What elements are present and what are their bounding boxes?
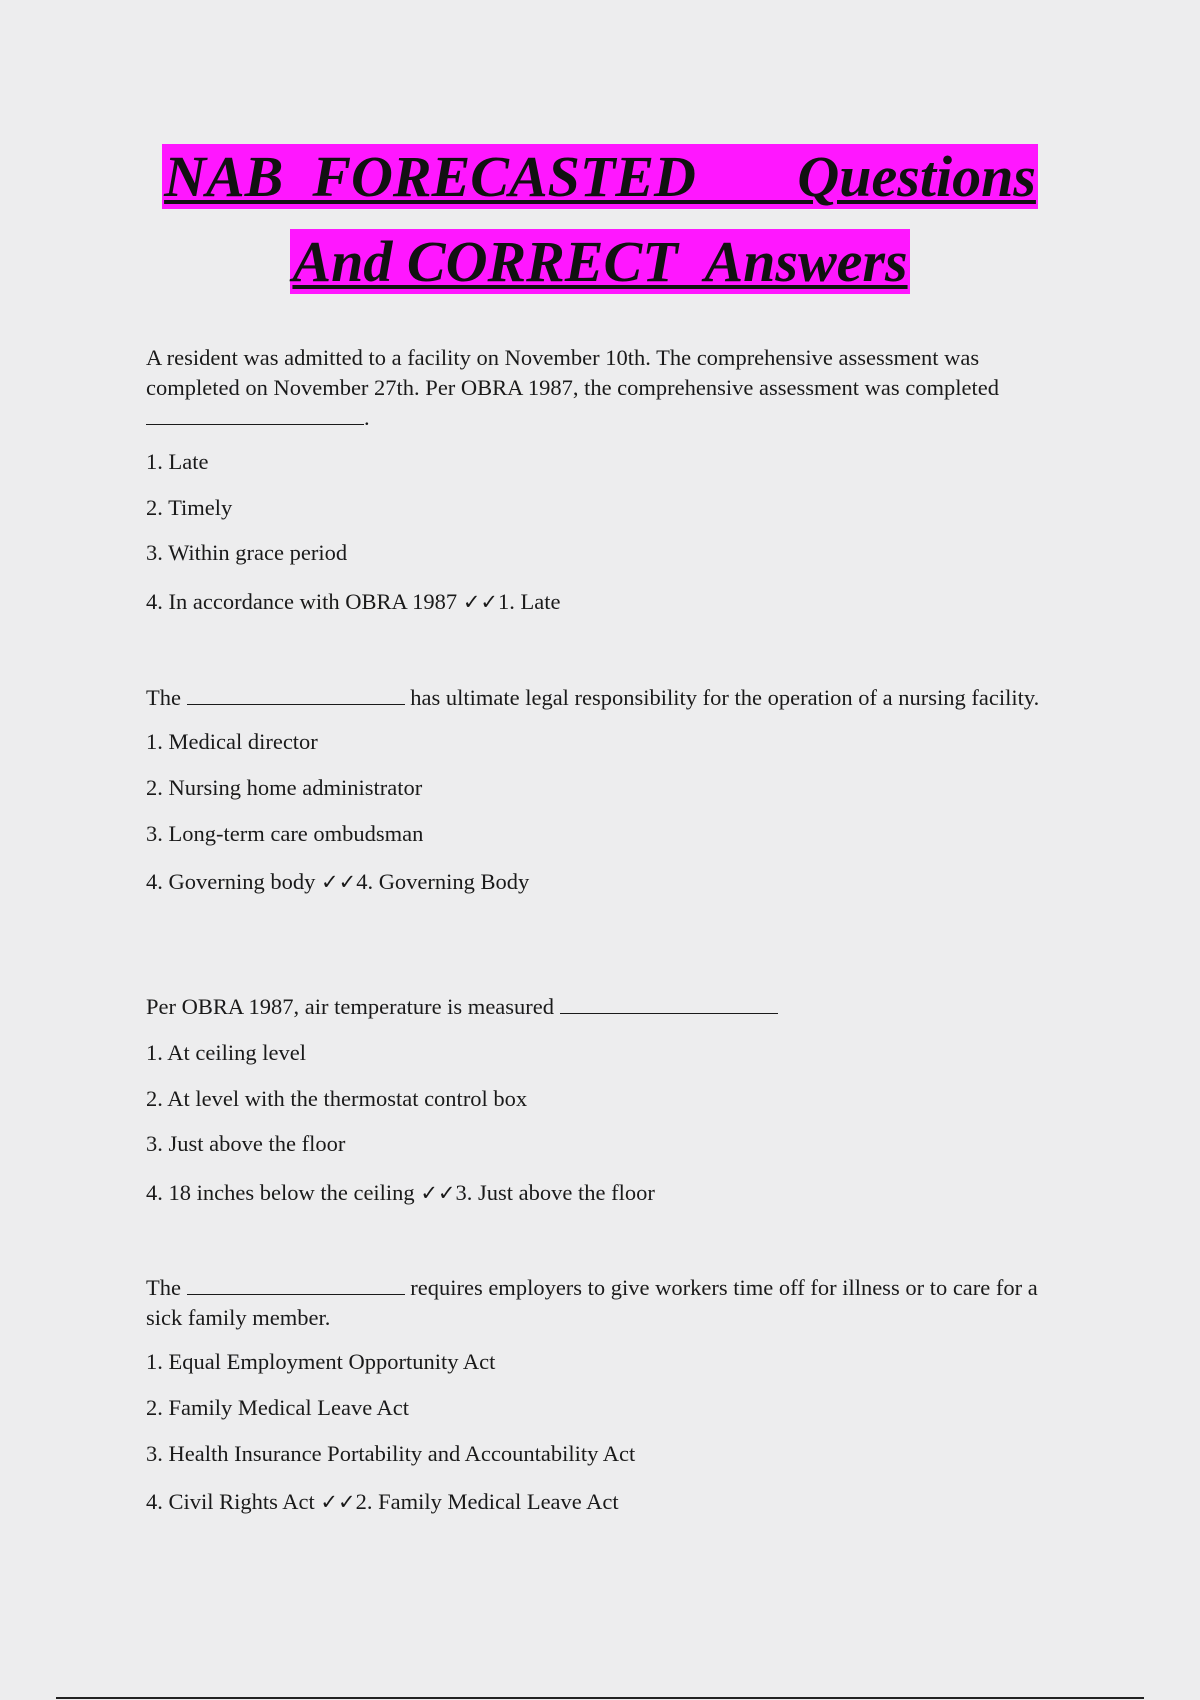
question-block-4: [146, 1273, 1051, 1517]
title-line-2: And CORRECT Answers: [292, 229, 908, 294]
option-4-with-answer: 4. In accordance with OBRA 1987 ✓✓1. Late: [146, 589, 561, 614]
question-text: The requires employers to give workers time off for illness or to care for a sick family member.: [146, 1275, 1038, 1330]
option-2: 2. Timely: [146, 495, 233, 520]
question-text: The has ultimate legal responsibility for the operation of a nursing facility.: [146, 685, 1040, 710]
answer-blank: [146, 404, 364, 425]
title-line-1: NAB FORECASTED Questions: [164, 144, 1036, 209]
correct-answer: 3. Just above the floor: [455, 1180, 655, 1205]
option-3: 3. Health Insurance Portability and Accountability Act: [146, 1441, 636, 1466]
option-2: 2. Family Medical Leave Act: [146, 1395, 410, 1420]
checkmark-icon: ✓✓: [320, 870, 357, 894]
option-4-with-answer: 4. 18 inches below the ceiling ✓✓3. Just above the floor: [146, 1180, 655, 1205]
option-1: 1. Late: [146, 449, 209, 474]
correct-answer: 4. Governing Body: [356, 869, 530, 894]
option-2: 2. At level with the thermostat control box: [146, 1086, 528, 1111]
option-3: 3. Just above the floor: [146, 1131, 346, 1156]
checkmark-icon: ✓✓: [420, 1181, 456, 1205]
question-block-2: [146, 683, 1051, 897]
option-1: 1. Equal Employment Opportunity Act: [146, 1349, 496, 1374]
checkmark-icon: ✓✓: [320, 1490, 356, 1514]
correct-answer: 1. Late: [498, 589, 561, 614]
answer-blank: [560, 993, 778, 1014]
document-title: [0, 142, 1200, 312]
option-1: 1. Medical director: [146, 729, 318, 754]
question-text: Per OBRA 1987, air temperature is measured: [146, 992, 1051, 1022]
correct-answer: 2. Family Medical Leave Act: [355, 1489, 619, 1514]
question-block-3: [146, 992, 1051, 1208]
option-3: 3. Within grace period: [146, 540, 348, 565]
option-4-with-answer: 4. Governing body ✓✓4. Governing Body: [146, 869, 530, 894]
question-text: A resident was admitted to a facility on November 10th. The comprehensive assessment was completed on November 27th. Per OBRA 1987, the comprehensive assessment was completed .: [146, 345, 999, 430]
checkmark-icon: ✓✓: [462, 590, 499, 614]
option-2: 2. Nursing home administrator: [146, 775, 423, 800]
option-3: 3. Long-term care ombudsman: [146, 821, 424, 846]
answer-blank: [187, 1274, 405, 1295]
question-block-1: [146, 343, 1051, 617]
option-1: 1. At ceiling level: [146, 1040, 306, 1065]
page-bottom-rule: [56, 1697, 1144, 1699]
answer-blank: [187, 684, 405, 705]
option-4-with-answer: 4. Civil Rights Act ✓✓2. Family Medical Leave Act: [146, 1489, 619, 1514]
